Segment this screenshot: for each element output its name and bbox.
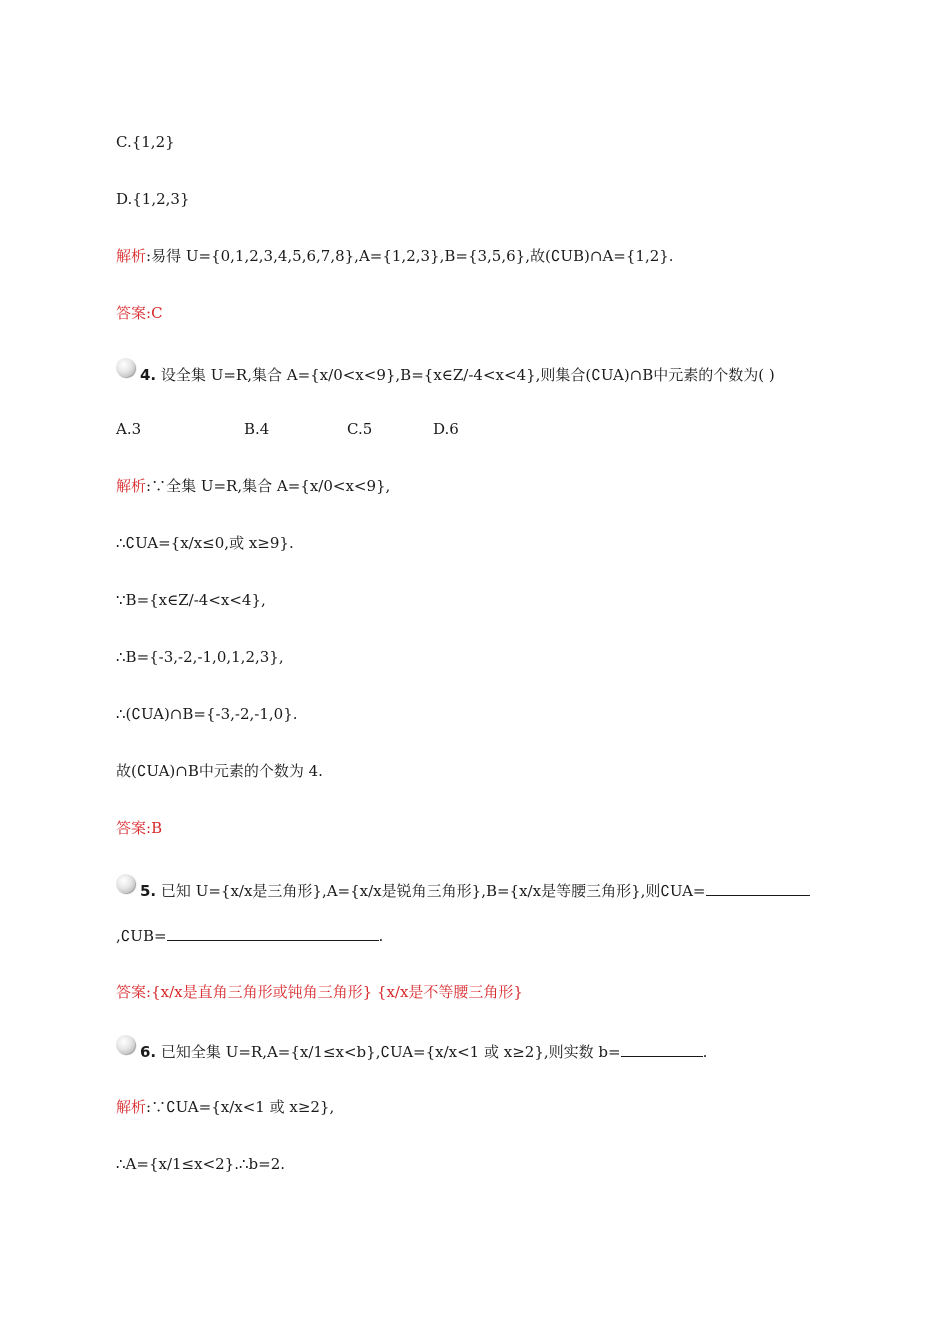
answer-blank[interactable] (706, 881, 810, 896)
answer-label: 答案 (116, 983, 147, 1001)
period: . (378, 927, 384, 945)
option-d: D.{1,2,3} (116, 190, 190, 208)
analysis-line: ∴A={x/1≤x<2}.∴b=2. (116, 1155, 286, 1173)
answer-q3 (116, 303, 163, 323)
answer-blank[interactable] (621, 1042, 703, 1057)
analysis-text: :∵全集 U=R,集合 A={x/0<x<9}, (146, 477, 391, 495)
analysis-q6 (116, 1097, 334, 1117)
question-text: 已知 U={x/x是三角形},A={x/x是锐角三角形},B={x/x是等腰三角形},则∁UA= (160, 882, 706, 900)
analysis-text: :∵∁UA={x/x<1 或 x≥2}, (146, 1098, 335, 1116)
option-c: C.{1,2} (116, 133, 175, 151)
analysis-line: ∵B={x∈Z/-4<x<4}, (116, 591, 266, 609)
option-d: D.6 (433, 420, 459, 438)
option-c: C.5 (347, 420, 373, 438)
question-6 (140, 1042, 707, 1062)
circle-bullet-icon (116, 358, 135, 377)
answer-text: :B (146, 819, 163, 837)
analysis-label: 解析 (116, 1098, 147, 1116)
question-number: 4. (140, 366, 157, 384)
question-number: 5. (140, 882, 157, 900)
option-a: A.3 (116, 420, 142, 438)
q4-options (116, 419, 459, 439)
analysis-q3 (116, 246, 674, 266)
analysis-line: ∴(∁UA)∩B={-3,-2,-1,0}. (116, 705, 298, 723)
question-text: ,∁UB= (116, 927, 167, 945)
question-text: 设全集 U=R,集合 A={x/0<x<9},B={x∈Z/-4<x<4},则集合(∁UA)∩B中元素的个数为( ) (160, 366, 775, 384)
question-5-continued (116, 926, 383, 946)
answer-blank[interactable] (167, 926, 379, 941)
analysis-line: ∴∁UA={x/x≤0,或 x≥9}. (116, 534, 294, 552)
analysis-label: 解析 (116, 247, 147, 265)
circle-bullet-icon (116, 874, 135, 893)
analysis-label: 解析 (116, 477, 147, 495)
analysis-text: :易得 U={0,1,2,3,4,5,6,7,8},A={1,2,3},B={3,5,6},故(∁UB)∩A={1,2}. (146, 247, 674, 265)
question-5 (140, 881, 810, 901)
question-4 (140, 365, 775, 385)
answer-q5 (116, 982, 523, 1002)
answer-q4 (116, 818, 162, 838)
analysis-line: ∴B={-3,-2,-1,0,1,2,3}, (116, 648, 284, 666)
period: . (702, 1043, 708, 1061)
analysis-line: 故(∁UA)∩B中元素的个数为 4. (116, 762, 323, 780)
circle-bullet-icon (116, 1035, 135, 1054)
answer-label: 答案 (116, 819, 147, 837)
analysis-q4 (116, 476, 390, 496)
option-b: B.4 (244, 420, 270, 438)
answer-text: :C (146, 304, 163, 322)
answer-label: 答案 (116, 304, 147, 322)
question-number: 6. (140, 1043, 157, 1061)
question-text: 已知全集 U=R,A={x/1≤x<b},∁UA={x/x<1 或 x≥2},则实数 b= (160, 1043, 621, 1061)
answer-text: :{x/x是直角三角形或钝角三角形} {x/x是不等腰三角形} (146, 983, 523, 1001)
